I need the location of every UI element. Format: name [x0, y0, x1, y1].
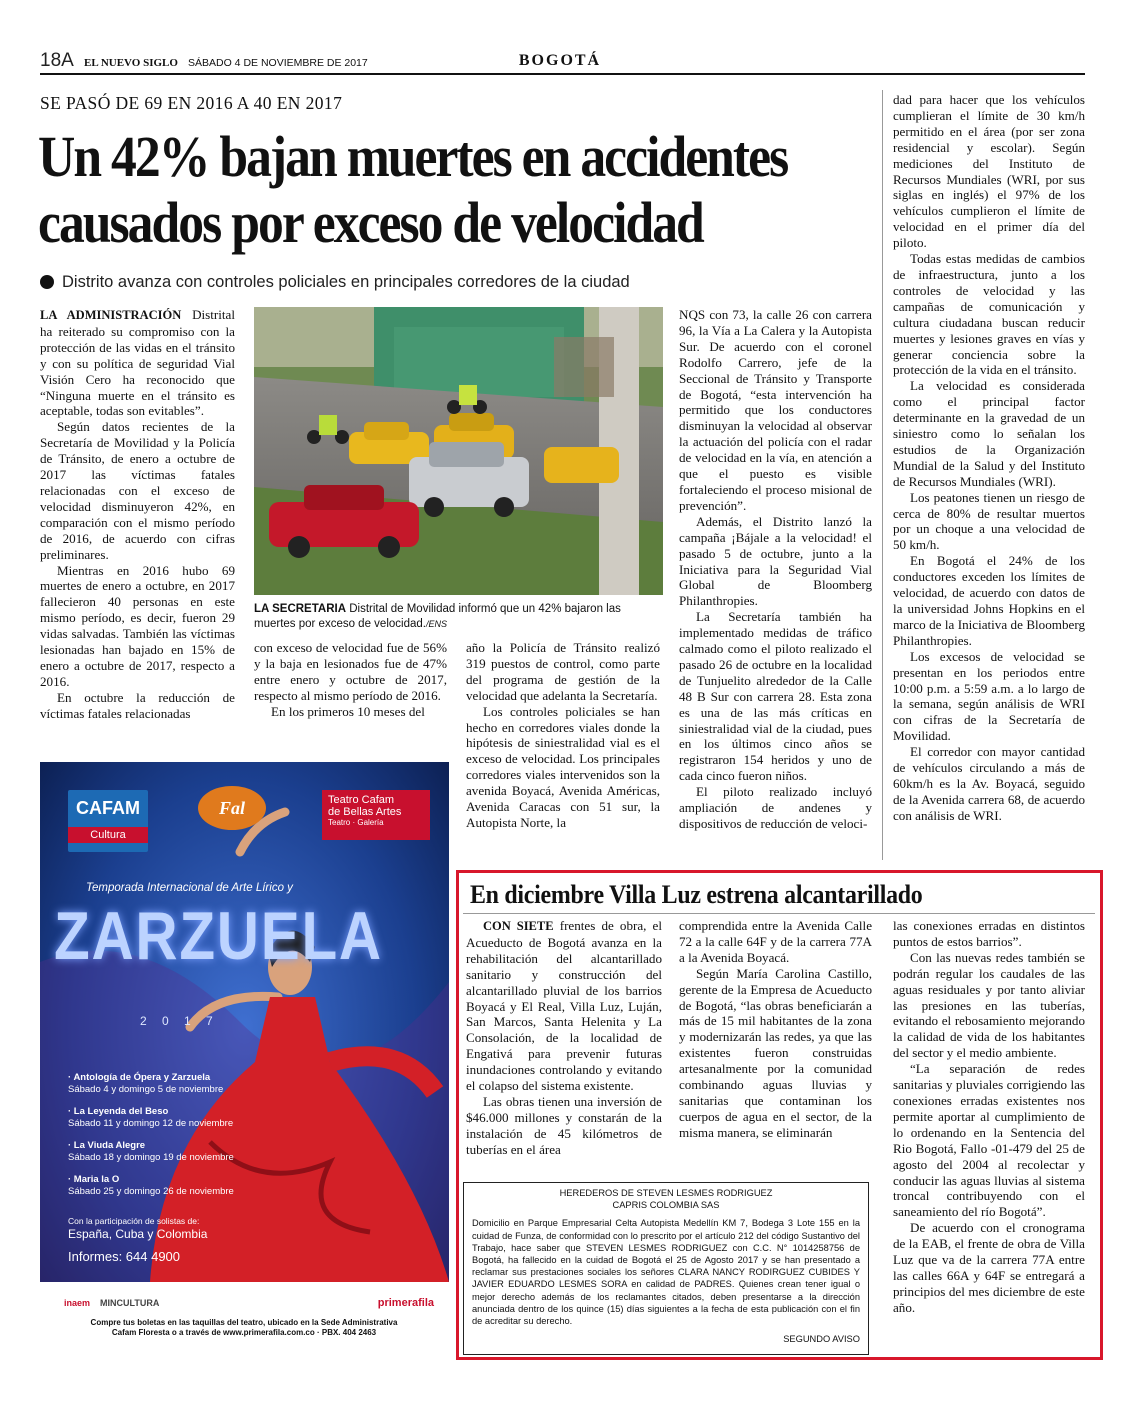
paragraph: Las obras tienen una inversión de $46.000 millones y constarán de la instalación de 45 kilómetros de tuberías en el área — [466, 1093, 662, 1157]
zarzuela-title: ZARZUELA — [54, 898, 383, 974]
paragraph: Todas estas medidas de cambios de infraestructura, junto a los controles de velocidad y las campañas de comunicación y cultura ciudadana buscan reducir muertes y lesiones graves en vías y generar conciencia sobre la protección de la vida en el tránsito. — [893, 251, 1085, 378]
headline-line-2: causados por exceso de velocidad — [38, 190, 703, 255]
paper-name: EL NUEVO SIGLO — [84, 57, 178, 69]
header-rule — [40, 73, 1085, 75]
show-name: · La Leyenda del Beso — [68, 1106, 169, 1117]
paragraph: El piloto realizado incluyó ampliación de andenes y dispositivos de reducción de veloci- — [679, 784, 872, 831]
season-title: Temporada Internacional de Arte Lírico y — [86, 882, 293, 894]
show-dates: Sábado 11 y domingo 12 de noviembre — [68, 1118, 234, 1129]
notice-title: HEREDEROS DE STEVEN LESMES RODRIGUEZ — [559, 1188, 773, 1198]
paragraph: En Bogotá el 24% de los conductores exceden los límites de velocidad, de acuerdo con datos de la universidad Johns Hopkins en el marco de la Iniciativa de Bloomberg Philanthropies. — [893, 553, 1085, 648]
paragraph: las conexiones erradas en distintos puntos de estos barrios”. — [893, 918, 1085, 949]
show-item — [68, 1072, 258, 1096]
photo-caption — [254, 602, 663, 632]
paragraph: Distrital ha reiterado su compromiso con la protección de las vidas en el tránsito y con su política de seguridad Vial Visión Cero ha reconocido que “Ninguna muerte en el tránsito es aceptable, todas son evitables”. — [40, 307, 235, 419]
zarzuela-advertisement — [40, 762, 449, 1350]
lead-in: LA ADMINISTRACIÓN — [40, 308, 182, 322]
issue-date: SÁBADO 4 DE NOVIEMBRE DE 2017 — [188, 57, 368, 69]
show-name: · La Viuda Alegre — [68, 1140, 146, 1151]
kicker: SE PASÓ DE 69 EN 2016 A 40 EN 2017 — [40, 93, 343, 113]
article-column-2 — [254, 640, 447, 720]
villa-luz-column-3 — [893, 918, 1085, 1316]
paragraph: La velocidad es considerada como el principal factor determinante en la gravedad de un siniestro como lo señalan los estudios de la Organización Mundial de la Salud y del Instituto de Recursos Mundiales (WRI). — [893, 378, 1085, 489]
cafam-logo-sub: Cultura — [68, 827, 148, 843]
cafam-logo-text: CAFAM — [76, 798, 140, 818]
paragraph: En los primeros 10 meses del — [271, 703, 425, 719]
legal-notice — [463, 1182, 869, 1355]
show-item — [68, 1106, 258, 1130]
show-name: · Antología de Ópera y Zarzuela — [68, 1072, 211, 1083]
villa-luz-column-1 — [466, 918, 662, 1158]
show-dates: Sábado 18 y domingo 19 de noviembre — [68, 1152, 234, 1163]
ad-footer — [64, 1318, 424, 1338]
paragraph: comprendida entre la Avenida Calle 72 a la calle 64F y de la carrera 77A a la Avenida Boyacá. — [679, 918, 872, 965]
article-column-5 — [893, 92, 1085, 824]
paragraph: “La separación de redes sanitarias y pluviales corrigiendo las conexiones erradas existentes nos permite aportar al cumplimiento de lo ordenando en la Sentencia del Rio Bogotá, Fallo -01-479 del 25 de agosto del 2004 al recolectar y conducir las aguas lluvias al sistema troncal contribuyendo con el saneamiento del río Bogotá”. — [893, 1061, 1085, 1220]
paragraph: con exceso de velocidad fue de 56% y la baja en lesionados fue de 47% entre enero y octubre de 2017, respecto al mismo período de 2016. — [254, 640, 447, 703]
paragraph: Con las nuevas redes también se podrán regular los caudales de las aguas residuales y por tanto aliviar las presiones en las tuberías, evitando el rebosamiento mejorando la calidad de vida de los habitantes del sector y el medio ambiente. — [893, 949, 1085, 1061]
paragraph: Los controles policiales se han hecho en corredores viales donde la hipótesis de siniestralidad vial es el exceso de velocidad. Los principales corredores viales intervenidos son la avenida Boyacá, Avenida Américas, Avenida Caracas con 51 sur, la Autopista Norte, la — [466, 703, 660, 830]
paragraph: Los peatones tienen un riesgo de cerca de 80% de resultar muertos por un choque a una velocidad de 50 km/h. — [893, 489, 1085, 553]
paragraph: Además, el Distrito lanzó la campaña ¡Bájale a la velocidad! el pasado 5 de octubre, junto a la Iniciativa para la Seguridad Vial Global de Bloomberg Philanthropies. — [679, 513, 872, 609]
box-rule — [463, 913, 1095, 914]
caption-text: Distrital de Movilidad informó que un 42% bajaron las muertes por exceso de velocidad. — [254, 603, 621, 630]
cafam-logo — [68, 790, 148, 852]
villa-luz-column-2 — [679, 918, 872, 1141]
paragraph: Los excesos de velocidad se presentan en los periodos entre 10:00 p.m. a 5:59 a.m. a lo largo de la semana, según análisis de WRI con cifras de la Secretaría de Movilidad. — [893, 648, 1085, 744]
subhead: Distrito avanza con controles policiales en principales corredores de la ciudad — [62, 273, 630, 291]
show-item — [68, 1140, 258, 1164]
paragraph: El corredor con mayor cantidad de vehículos circulando a más de 60km/h es la Av. Boyacá, seguido de la Avenida carrera 68, de acuerdo con análisis de WRI. — [893, 744, 1085, 823]
lead-in: CON SIETE — [483, 919, 554, 933]
ad-footer-line2: Cafam Floresta o a través de www.primerafila.com.co · PBX. 404 2463 — [111, 1328, 377, 1337]
ad-year: 2 0 1 7 — [140, 1014, 219, 1028]
paragraph: Según datos recientes de la Secretaría de Movilidad y la Policía de Tránsito, de enero a octubre de 2017 las víctimas fatales relacionadas con el exceso de velocidad disminuyeron 42%, en comparación con el mismo período de 2016, de acuerdo con cifras preliminares. — [40, 419, 235, 562]
teatro-logo-line1: Teatro Cafam — [328, 794, 395, 806]
notice-body: Domicilio en Parque Empresarial Celta Autopista Medellín KM 7, Bodega 3 Lote 155 en la cuidad de Funza, de conformidad con lo prescrito por el artículo 212 del código Sustantivo del Trabajo, hace saber que STEVEN LESMES RODRIGUEZ con C.C. N° 1014258756 de Bogotá, ha fallecido en la cuidad de Bogotá el 25 de Agosto 2017 y se han presentado a reclamar sus prestaciones sociales los señores CLARA NANCY RODIRGUEZ CUBIDES Y JAVIER EDUARDO LESMES SORA en calidad de PADRES. Quienes crean tener igual o mejor derecho además de los reclamantes citados, deben presentarse a la dirección anunciada dentro de los quince (15) días siguientes a la fecha de esta publicación con el fin de acreditar su derecho. — [472, 1218, 860, 1327]
paragraph: De acuerdo con el cronograma de la EAB, el frente de obra de Villa Luz que va de la carrera 77A entre las calles 66A y 64F se entregará a principios del mes diciembre de este año. — [893, 1220, 1085, 1315]
traffic-accident-photo — [254, 307, 663, 595]
teatro-logo-line2: de Bellas Artes — [328, 806, 402, 818]
show-list — [68, 1072, 258, 1208]
paragraph: Según María Carolina Castillo, gerente de la Empresa de Acueducto de Bogotá, “las obras beneficiarán a más de 15 mil habitantes de la zona y modernizarán las redes, ya que las existentes fueron construidas artesanalmente por la comunidad combinando aguas lluvias y sanitarias que contaminan los cuerpos de agua en el sector, de la misma manera, se eliminarán — [679, 965, 872, 1140]
show-item — [68, 1174, 258, 1198]
villa-luz-headline: En diciembre Villa Luz estrena alcantarillado — [470, 880, 923, 909]
news-photo — [254, 307, 663, 595]
caption-lead: LA SECRETARIA — [254, 603, 346, 615]
article-column-4 — [679, 307, 872, 832]
teatro-cafam-logo — [322, 790, 430, 840]
soloists-label: Con la participación de solistas de: — [68, 1216, 200, 1226]
headline-line-1: Un 42% bajan muertes en accidentes — [38, 124, 788, 189]
soloists: España, Cuba y Colombia — [68, 1227, 208, 1241]
teatro-logo-line3: Teatro · Galería — [328, 818, 384, 827]
paragraph: año la Policía de Tránsito realizó 319 puestos de control, como parte del programa de gestión de la velocidad que adelanta la Secretaría. — [466, 640, 660, 703]
notice-subtitle: CAPRIS COLOMBIA SAS — [612, 1200, 720, 1211]
fal-logo: Fal — [198, 786, 266, 830]
inaem-logo: inaem — [64, 1298, 91, 1308]
headline — [38, 124, 786, 256]
yellow-taxi — [544, 447, 619, 483]
show-dates: Sábado 25 y domingo 26 de noviembre — [68, 1186, 234, 1197]
paragraph: Mientras en 2016 hubo 69 muertes de enero a octubre, en 2017 fallecieron 40 personas en este mismo período, es decir, fueron 29 vidas salvadas. También las víctimas lesionadas han bajado en 15% de enero a octubre de 2017, respecto a 2016. — [40, 562, 235, 689]
ad-footer-line1: Compre tus boletas en las taquillas del teatro, ubicado en la Sede Administrativa — [90, 1318, 398, 1327]
sponsor-logos-row — [64, 1294, 434, 1312]
paragraph: dad para hacer que los vehículos cumplieran el límite de 30 km/h permitido en el área (por ser zona residencial y escolar). Según mediciones del Instituto de Recursos Mundiales (WRI, por sus siglas en inglés) el 97% de los vehículos cumplieron el límite de velocidad en el primer día del piloto. — [893, 92, 1085, 251]
article-column-1 — [40, 307, 235, 722]
photo-credit: /ENS — [425, 619, 447, 629]
primerafila-logo: primerafila — [377, 1297, 434, 1309]
show-name: · Maria la O — [68, 1174, 120, 1185]
mincultura-logo: MINCULTURA — [100, 1298, 160, 1308]
notice-footer: SEGUNDO AVISO — [783, 1334, 860, 1345]
paragraph: La Secretaría también ha implementado medidas de tráfico calmado como el piloto realizado el pasado 26 de octubre en la localidad de Tunjuelito alrededor de la Calle 48 B Sur con carrera 28. Esta zona es una de las más críticas en siniestralidad vial de la ciudad, pues en los últimos cinco años se registraron 154 heridos y uno de cada cinco fueron niños. — [679, 609, 872, 784]
column-divider — [882, 90, 883, 860]
subhead-bullet-icon — [40, 275, 54, 289]
article-column-3 — [466, 640, 660, 831]
section-title: BOGOTÁ — [518, 52, 602, 69]
page-number: 18A — [40, 50, 74, 71]
paragraph: En octubre la reducción de víctimas fatales relacionadas — [40, 689, 235, 721]
show-dates: Sábado 4 y domingo 5 de noviembre — [68, 1084, 224, 1095]
ad-info-phone: Informes: 644 4900 — [68, 1249, 181, 1264]
paragraph: frentes de obra, el Acueducto de Bogotá avanza en la rehabilitación del alcantarillado sanitario y construcción del alcantarillado pluvial de los barrios Boyacá y El Real, Villa Luz, Luján, San Marcos, Santa Helenita y La Consolación, de la localidad de Engativá para prevenir futuras inundaciones controlando y evitando el colapso del sistema existente. — [466, 918, 663, 1094]
paragraph: NQS con 73, la calle 26 con carrera 96, la Vía a La Calera y la Autopista Sur. De acuerdo con el coronel Rodolfo Carrero, jefe de la Seccional de Tránsito y Transporte de Bogotá, “esta intervención ha permitido que los conductores disminuyan la velocidad al observar la actuación del policía con el radar de velocidad en la vía, en atención a que el puesto es visible fortaleciendo el proceso misional de prevención”. — [679, 307, 872, 513]
